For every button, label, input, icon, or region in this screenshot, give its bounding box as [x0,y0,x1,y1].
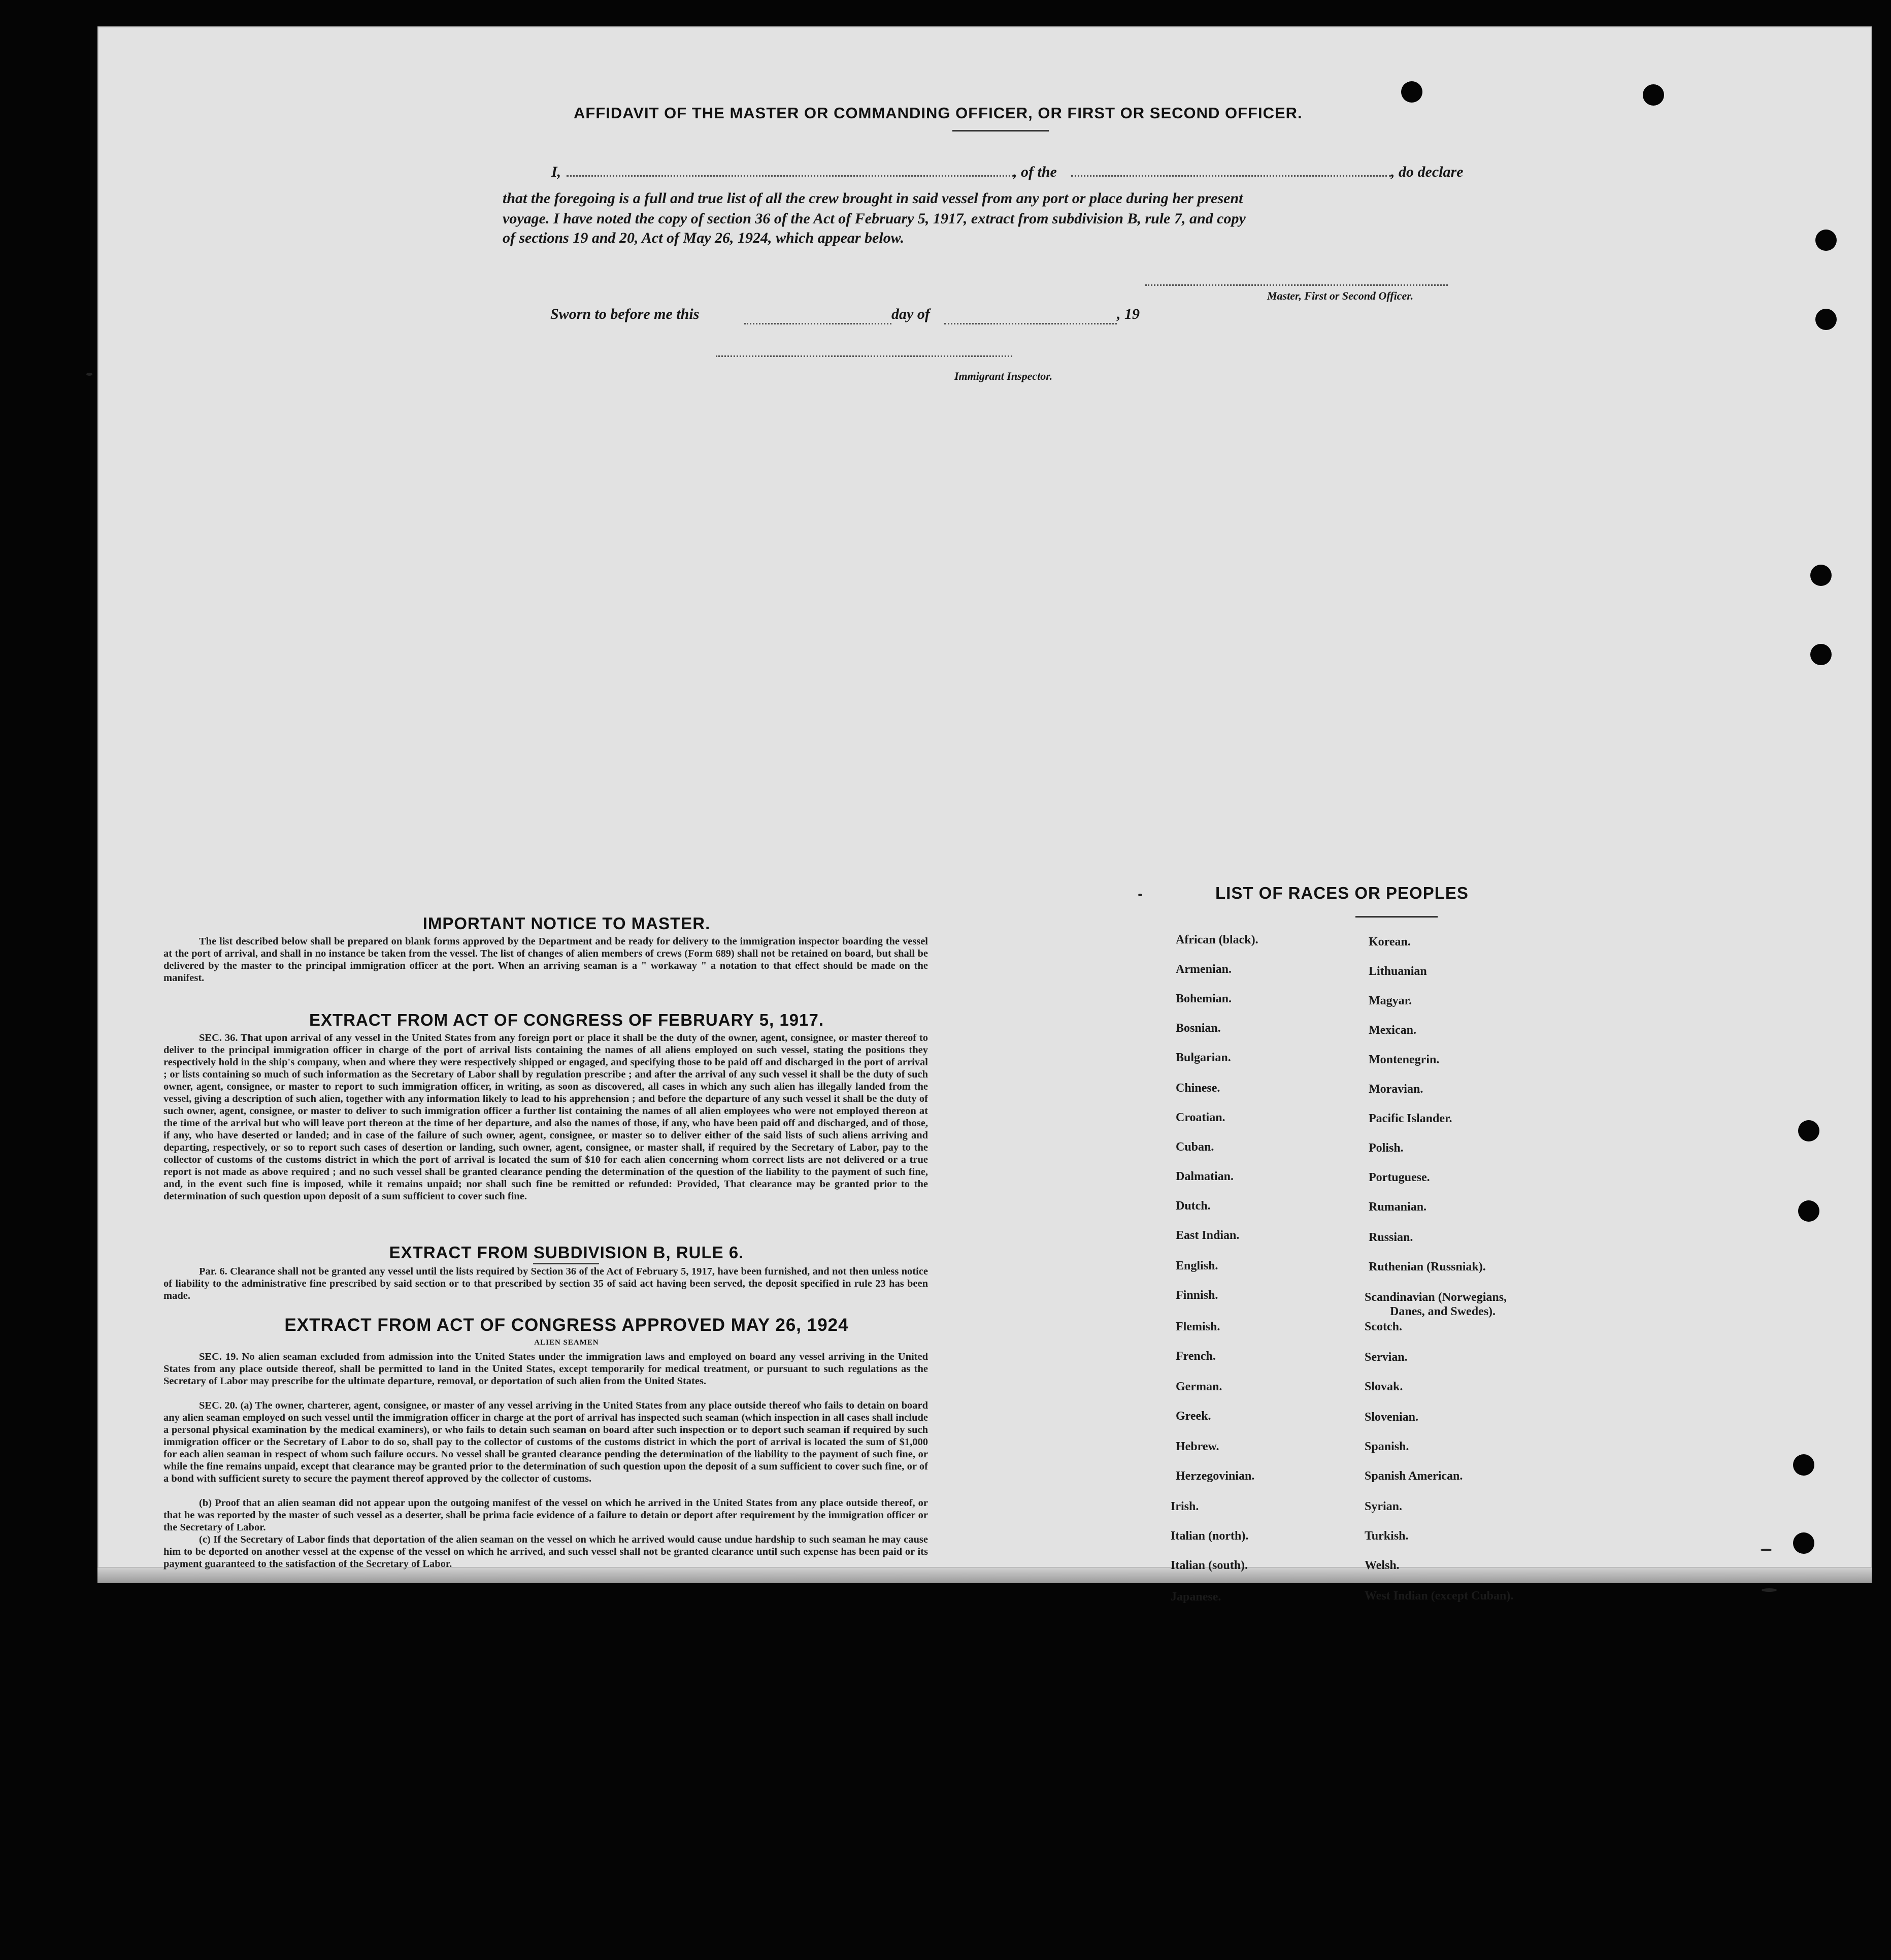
punch-hole [1815,309,1837,330]
declarant-label: I, [551,164,561,180]
race-item: Bohemian. [1176,992,1232,1005]
race-item: Spanish American. [1365,1469,1463,1483]
race-item: Welsh. [1365,1559,1400,1572]
race-item: French. [1176,1350,1216,1363]
race-item: Hebrew. [1176,1440,1219,1453]
race-item: Montenegrin. [1369,1053,1440,1066]
punch-hole [1798,1120,1819,1141]
notice-text: The list described below shall be prepared on blank forms approved by the Department and be ready for delivery to the immigration inspector boarding the vessel at the port of arrival, and shall in no instance be taken from the vessel. The list of changes of alien members of crews (Form 689) shall not be retained on board, but shall be delivered by the master to the principal immigration officer at the port. When an arriving seaman is a " workaway " a notation to that effect should be made on the manifest. [163,936,928,984]
race-item: Korean. [1369,935,1411,949]
race-item: Spanish. [1365,1440,1409,1453]
sworn-label: Sworn to before me this [550,306,700,322]
race-item: English. [1176,1259,1218,1272]
race-item: Herzegovinian. [1176,1469,1255,1483]
race-item: Russian. [1369,1231,1413,1244]
inspector-signature-field[interactable] [716,355,1012,357]
rule6-underline [533,1263,599,1264]
race-item: African (black). [1176,933,1258,946]
scan-speck [1762,1588,1777,1592]
sec20a-text: SEC. 20. (a) The owner, charterer, agent, consignee, or master of any vessel arriving in the United States from any place outside thereof who fails to detain on board any alien seaman employed on such vessel until the immigration officer in charge at the port of arrival has inspected such seaman (which inspection in all cases shall include a personal physical examination by the medical examiners), or who fails to detain such seaman on board after such inspection or to deport such seaman if required by such immigration officer or the Secretary of Labor to do so, shall pay to the collector of customs of the customs district in which the port of arrival is located the sum of $1,000 for each alien seaman in respect of whom such failure occurs. No vessel shall be granted clearance pending the determination of the liability to the payment of such fine, or while the fine remains unpaid, except that clearance may be granted prior to the determination of such question upon the deposit of a sum sufficient to cover such fine, or of a bond with sufficient surety to secure the payment thereof approved by the collector of customs. [163,1400,928,1484]
notice-title: IMPORTANT NOTICE TO MASTER. [422,914,711,933]
vessel-name-field[interactable] [1071,175,1391,177]
race-item: Dutch. [1176,1199,1211,1213]
race-item: Magyar. [1369,994,1412,1007]
race-item: Armenian. [1176,963,1232,976]
race-item: Ruthenian (Russniak). [1369,1260,1486,1273]
race-item: East Indian. [1176,1229,1240,1242]
inspector-signature-label: Immigrant Inspector. [954,370,1053,382]
sec20b-text: (b) Proof that an alien seaman did not appear upon the outgoing manifest of the vessel on which he arrived in the United States from any place outside thereof, or that he was reported by the master of such vessel as a deserter, shall be prima facie evidence of a failure to detain or deport after requirement by the immigration officer or the Secretary of Labor. [163,1497,928,1533]
of-the-label: , of the [1013,164,1057,180]
extract-1917-text: SEC. 36. That upon arrival of any vessel in the United States from any foreign port or place it shall be the duty of the owner, agent, consignee, or master thereof to deliver to the principal immigration officer in charge of the port of arrival lists containing the names of all aliens employed on such vessel, stating the positions they respectively hold in the ship's company, when and where they were respectively shipped or engaged, and specifying those to be paid off and discharged in the port of arrival ; or lists containing so much of such information as the Secretary of Labor shall by regulation prescribe ; and after the arrival of any such vessel it shall be the duty of such owner, agent, consignee, or master to report to such immigration officer, in writing, as soon as discovered, all cases in which any such alien has illegally landed from the vessel, giving a description of such alien, together with any information likely to lead to his apprehension ; and before the departure of any such vessel it shall be the duty of such owner, agent, consignee, or master to deliver to such immigration officer a further list containing the names of all alien employees who were not employed thereon at the time of the arrival but who will leave port thereon at the time of her departure, and also the names of those, if any, who have been paid off and discharged, and of those, if any, who have deserted or landed; and in case of the failure of such owner, agent, consignee, or master so to deliver either of the said lists of such aliens arriving and departing, respectively, or so to report such cases of desertion or landing, such owner, agent, consignee, or master shall, if required by the Secretary of Labor, pay to the collector of customs of the customs district in which the port of arrival is located the sum of $10 for each alien concerning whom correct lists are not delivered or a true report is not made as above required ; and no such vessel shall be granted clearance pending the determination of the question of the liability to the payment of such fine, and, in the event such fine is imposed, while it remains unpaid; nor shall such fine be remitted or refunded: Provided, That clearance may be granted prior to the determination of such question upon deposit of a sum sufficient to cover such fine. [163,1032,928,1202]
race-item: Chinese. [1176,1082,1220,1095]
declaration-line-2: voyage. I have noted the copy of section 36 of the Act of February 5, 1917, extract from subdivision B, rule 7, and copy [503,210,1246,227]
punch-hole [1798,1200,1819,1222]
race-item: German. [1176,1380,1222,1393]
race-item: Greek. [1176,1410,1211,1423]
extract-1924-subtitle: ALIEN SEAMEN [534,1338,599,1347]
scan-speck [1761,1549,1772,1551]
scan-speck [1138,894,1142,896]
do-declare-label: , do declare [1391,164,1464,180]
race-item: Scandinavian (Norwegians, [1365,1291,1507,1304]
declarant-name-field[interactable] [567,175,1014,177]
race-item: Lithuanian [1369,965,1427,978]
extract-rule6-text: Par. 6. Clearance shall not be granted any vessel until the lists required by Section 36 of the Act of February 5, 1917, have been furnished, and not then unless notice of liability to the administrative fine prescribed by said section or to that prescribed by section 35 of said act having been served, the deposit specified in rule 23 has been made. [163,1266,928,1301]
race-item: Servian. [1365,1351,1408,1364]
punch-hole [1793,1532,1814,1554]
race-item: Finnish. [1176,1289,1218,1302]
sec20c-text: (c) If the Secretary of Labor finds that deportation of the alien seaman on the vessel on which he arrived would cause undue hardship to such seaman he may cause him to be deported on another vessel at the expense of the vessel on which he arrived, and such vessel shall not be granted clearance until such expense has been paid or its payment guaranteed to the satisfaction of the Secretary of Labor. [163,1534,928,1570]
scan-speck [86,373,92,376]
page-edge [97,1568,1872,1583]
punch-hole [1810,565,1832,586]
race-item: Cuban. [1176,1140,1214,1154]
race-item: Italian (south). [1171,1559,1248,1572]
race-item: West Indian (except Cuban). [1365,1589,1514,1603]
race-item: Polish. [1369,1141,1404,1155]
race-item: Pacific Islander. [1369,1112,1452,1125]
title-underline [952,130,1049,132]
race-item: Turkish. [1365,1529,1409,1543]
race-item: Flemish. [1176,1320,1220,1333]
race-item: Italian (north). [1171,1529,1249,1543]
race-item-continuation: Danes, and Swedes). [1390,1305,1496,1318]
race-item: Bosnian. [1176,1022,1221,1035]
sworn-day-field[interactable] [744,323,891,324]
race-item: Japanese. [1171,1590,1221,1604]
races-underline [1355,916,1438,918]
declaration-line-1: that the foregoing is a full and true list of all the crew brought in said vessel from any port or place during her present [503,190,1243,207]
day-of-label: day of [891,306,930,322]
race-item: Irish. [1171,1500,1199,1513]
year-label: , 19 [1117,306,1140,322]
race-item: Croatian. [1176,1111,1225,1124]
race-item: Mexican. [1369,1024,1416,1037]
punch-hole [1401,81,1422,103]
race-item: Dalmatian. [1176,1170,1234,1183]
document-page [97,26,1872,1568]
races-title: LIST OF RACES OR PEOPLES [1215,884,1469,902]
race-item: Bulgarian. [1176,1051,1231,1064]
sworn-month-field[interactable] [944,323,1117,324]
race-item: Moravian. [1369,1083,1423,1096]
punch-hole [1793,1454,1814,1476]
extract-1917-title: EXTRACT FROM ACT OF CONGRESS OF FEBRUARY 5, 1917. [309,1010,824,1029]
race-item: Slovenian. [1365,1411,1419,1424]
punch-hole [1643,84,1664,106]
affidavit-title: AFFIDAVIT OF THE MASTER OR COMMANDING OFFICER, OR FIRST OR SECOND OFFICER. [574,104,1303,122]
officer-signature-field[interactable] [1145,284,1448,286]
extract-rule6-title: EXTRACT FROM SUBDIVISION B, RULE 6. [389,1243,744,1262]
punch-hole [1810,644,1832,665]
race-item: Scotch. [1365,1320,1402,1333]
race-item: Slovak. [1365,1380,1403,1393]
punch-hole [1815,230,1837,251]
declaration-line-3: of sections 19 and 20, Act of May 26, 1924, which appear below. [503,230,905,246]
race-item: Rumanian. [1369,1200,1427,1214]
race-item: Syrian. [1365,1500,1403,1513]
extract-1924-title: EXTRACT FROM ACT OF CONGRESS APPROVED MAY 26, 1924 [284,1315,849,1335]
race-item: Portuguese. [1369,1171,1430,1184]
officer-signature-label: Master, First or Second Officer. [1267,289,1414,302]
sec19-text: SEC. 19. No alien seaman excluded from admission into the United States under the immigration laws and employed on board any vessel arriving in the United States from any place outside thereof, shall be permitted to land in the United States, except temporarily for medical treatment, or pursuant to such regulations as the Secretary of Labor may prescribe for the ultimate departure, removal, or deportation of such alien from the United States. [163,1351,928,1387]
